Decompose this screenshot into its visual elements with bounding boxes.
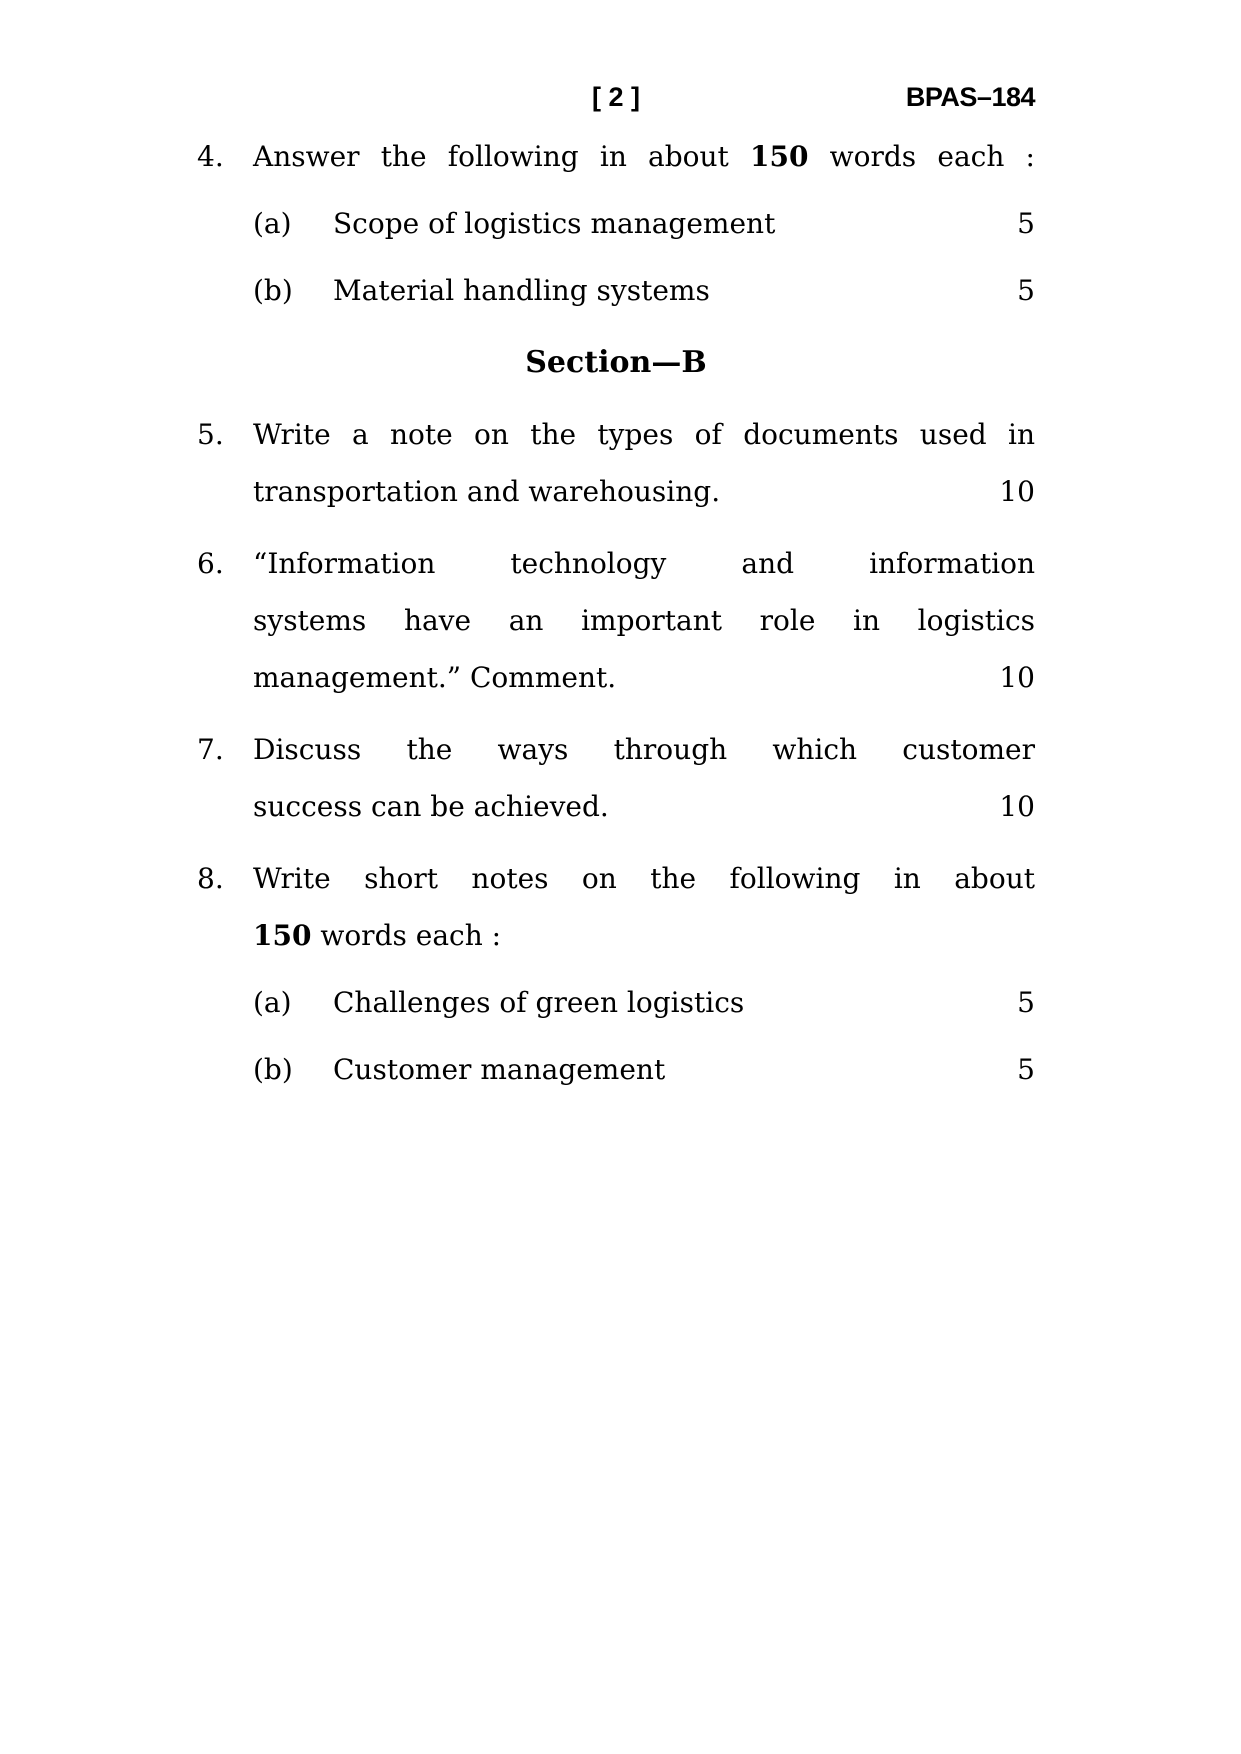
question-8-number: 8. <box>197 862 224 895</box>
question-4a-marks: 5 <box>1017 207 1035 240</box>
question-5-body <box>253 406 1035 520</box>
question-8-body <box>253 850 1035 1098</box>
question-8 <box>197 850 1035 1098</box>
question-4-word-count: 150 <box>750 140 809 173</box>
question-8b-marks: 5 <box>1017 1053 1035 1086</box>
question-7-line-2-text: success can be achieved. <box>253 790 609 823</box>
question-5-marks: 10 <box>999 475 1035 508</box>
page-header <box>197 82 1035 116</box>
paper-code: BPAS–184 <box>905 82 1035 112</box>
question-5-line-1: Write a note on the types of documents used in <box>253 418 1035 451</box>
question-6-line-3 <box>253 649 1035 706</box>
question-8-line-2-rest: words each : <box>311 919 502 952</box>
question-8a-text: Challenges of green logistics <box>333 986 745 1019</box>
question-4b-text: Material handling systems <box>333 274 710 307</box>
question-4-text-post: words each : <box>808 140 1035 173</box>
section-b-heading: Section—B <box>525 345 707 380</box>
question-4a-label: (a) <box>253 207 292 240</box>
question-8b-label: (b) <box>253 1053 293 1086</box>
question-5-line-2 <box>253 463 1035 520</box>
question-4a-text: Scope of logistics management <box>333 207 776 240</box>
question-8-line-2 <box>253 907 1035 964</box>
question-4 <box>197 128 1035 319</box>
question-7 <box>197 721 1035 835</box>
question-4a-row <box>253 195 1035 252</box>
question-8a-row <box>253 974 1035 1031</box>
question-7-marks: 10 <box>999 790 1035 823</box>
question-6 <box>197 535 1035 706</box>
question-4b-label: (b) <box>253 274 293 307</box>
question-4-number: 4. <box>197 140 224 173</box>
question-4-text-pre: Answer the following in about <box>253 140 751 173</box>
question-4-text <box>253 128 1035 185</box>
question-6-line-2: systems have an important role in logistics <box>253 604 1035 637</box>
question-4b-row <box>253 262 1035 319</box>
question-7-line-2 <box>253 778 1035 835</box>
question-6-marks: 10 <box>999 661 1035 694</box>
question-7-number: 7. <box>197 733 224 766</box>
question-6-line-3-text: management.” Comment. <box>253 661 617 694</box>
page-number: [ 2 ] <box>591 82 641 112</box>
question-8-word-count: 150 <box>253 919 312 952</box>
question-8a-marks: 5 <box>1017 986 1035 1019</box>
question-8b-text: Customer management <box>333 1053 666 1086</box>
question-6-number: 6. <box>197 547 224 580</box>
question-4-body <box>253 128 1035 319</box>
question-7-body <box>253 721 1035 835</box>
question-6-body <box>253 535 1035 706</box>
question-8-line-1: Write short notes on the following in about <box>253 862 1035 895</box>
question-5-number: 5. <box>197 418 224 451</box>
question-8b-row <box>253 1041 1035 1098</box>
question-8a-label: (a) <box>253 986 292 1019</box>
question-5-line-2-text: transportation and warehousing. <box>253 475 721 508</box>
questions-area <box>197 128 1035 1113</box>
question-6-line-1: “Information technology and information <box>253 547 1035 580</box>
question-4b-marks: 5 <box>1017 274 1035 307</box>
question-7-line-1: Discuss the ways through which customer <box>253 733 1035 766</box>
question-5 <box>197 406 1035 520</box>
